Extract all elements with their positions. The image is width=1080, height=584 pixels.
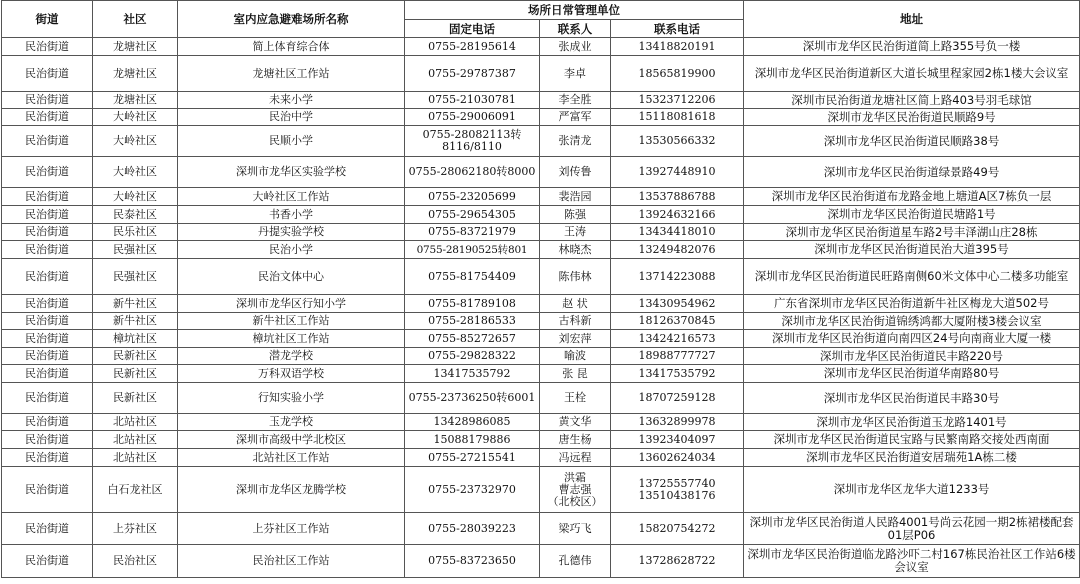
fixed-phone-cell: 0755-28190525转801 (405, 241, 540, 259)
contact-phone-cell: 13434418010 (611, 224, 744, 241)
shelter-name-cell: 简上体育综合体 (178, 38, 405, 56)
contact-phone-cell: 13927448910 (611, 157, 744, 188)
contact-phone-cell: 13537886788 (611, 188, 744, 206)
fixed-phone-cell: 0755-29654305 (405, 206, 540, 224)
contact-phone-cell: 18707259128 (611, 383, 744, 414)
street-cell: 民治街道 (2, 414, 93, 431)
contact-phone-cell: 15118081618 (611, 109, 744, 126)
contact-person-cell: 王栓 (540, 383, 611, 414)
contact-person-cell: 洪霜 曹志强 （北校区） (540, 467, 611, 513)
contact-person-cell: 赵 状 (540, 295, 611, 313)
contact-phone-cell: 13430954962 (611, 295, 744, 313)
header-management-unit: 场所日常管理单位 (405, 1, 744, 20)
street-cell: 民治街道 (2, 92, 93, 109)
street-cell: 民治街道 (2, 467, 93, 513)
street-cell: 民治街道 (2, 383, 93, 414)
shelter-name-cell: 新牛社区工作站 (178, 313, 405, 330)
contact-person-cell: 李全胜 (540, 92, 611, 109)
contact-phone-cell: 13923404097 (611, 431, 744, 449)
contact-person-cell: 张清龙 (540, 126, 611, 157)
table-row (2, 330, 1080, 348)
shelter-name-cell: 深圳市高级中学北校区 (178, 431, 405, 449)
address-cell: 深圳市龙华区民治街道民顺路9号 (744, 109, 1080, 126)
table-row (2, 56, 1080, 92)
address-cell: 深圳市龙华区民治街道向南四区24号向南商业大厦一楼 (744, 330, 1080, 348)
street-cell: 民治街道 (2, 545, 93, 578)
contact-person-cell: 刘宏萍 (540, 330, 611, 348)
contact-person-cell: 孔德伟 (540, 545, 611, 578)
community-cell: 龙塘社区 (93, 92, 178, 109)
shelter-name-cell: 上芬社区工作站 (178, 513, 405, 545)
shelter-name-cell: 玉龙学校 (178, 414, 405, 431)
fixed-phone-cell: 0755-81789108 (405, 295, 540, 313)
community-cell: 大岭社区 (93, 109, 178, 126)
contact-phone-cell: 18565819900 (611, 56, 744, 92)
community-cell: 新牛社区 (93, 295, 178, 313)
address-cell: 深圳市龙华区民治街道星车路2号丰泽湖山庄28栋 (744, 224, 1080, 241)
contact-person-cell: 陈伟林 (540, 259, 611, 295)
table-row (2, 383, 1080, 414)
community-cell: 白石龙社区 (93, 467, 178, 513)
table-row (2, 313, 1080, 330)
address-cell: 深圳市龙华区龙华大道1233号 (744, 467, 1080, 513)
contact-phone-cell: 13924632166 (611, 206, 744, 224)
shelter-name-cell: 民治小学 (178, 241, 405, 259)
fixed-phone-cell: 0755-28082113转8116/8110 (405, 126, 540, 157)
shelter-name-cell: 未来小学 (178, 92, 405, 109)
community-cell: 民新社区 (93, 348, 178, 365)
contact-phone-cell: 15820754272 (611, 513, 744, 545)
community-cell: 民强社区 (93, 241, 178, 259)
contact-person-cell: 王涛 (540, 224, 611, 241)
street-cell: 民治街道 (2, 241, 93, 259)
address-cell: 广东省深圳市龙华区民治街道新牛社区梅龙大道502号 (744, 295, 1080, 313)
contact-phone-cell: 13417535792 (611, 365, 744, 383)
community-cell: 民强社区 (93, 259, 178, 295)
table-row (2, 259, 1080, 295)
contact-person-cell: 唐生杨 (540, 431, 611, 449)
contact-person-cell: 严富军 (540, 109, 611, 126)
shelter-name-cell: 深圳市龙华区实验学校 (178, 157, 405, 188)
contact-person-cell: 李卓 (540, 56, 611, 92)
address-cell: 深圳市龙华区民治街道玉龙路1401号 (744, 414, 1080, 431)
header-contact-person: 联系人 (540, 20, 611, 38)
contact-person-cell: 黄文华 (540, 414, 611, 431)
street-cell: 民治街道 (2, 513, 93, 545)
shelter-name-cell: 民治中学 (178, 109, 405, 126)
table-row (2, 38, 1080, 56)
contact-person-cell: 张成业 (540, 38, 611, 56)
address-cell: 深圳市龙华区民治街道布龙路金地上塘道A区7栋负一层 (744, 188, 1080, 206)
header-shelter-name: 室内应急避难场所名称 (178, 1, 405, 38)
fixed-phone-cell: 0755-29828322 (405, 348, 540, 365)
fixed-phone-cell: 0755-28062180转8000 (405, 157, 540, 188)
fixed-phone-cell: 0755-27215541 (405, 449, 540, 467)
table-row (2, 206, 1080, 224)
community-cell: 民泰社区 (93, 206, 178, 224)
street-cell: 民治街道 (2, 431, 93, 449)
address-cell: 深圳市龙华区民治街道绿景路49号 (744, 157, 1080, 188)
shelter-name-cell: 深圳市龙华区龙腾学校 (178, 467, 405, 513)
table-row (2, 348, 1080, 365)
table-row (2, 157, 1080, 188)
shelter-name-cell: 书香小学 (178, 206, 405, 224)
community-cell: 民新社区 (93, 383, 178, 414)
header-community: 社区 (93, 1, 178, 38)
contact-phone-cell: 15323712206 (611, 92, 744, 109)
address-cell: 深圳市龙华区民治街道民塘路1号 (744, 206, 1080, 224)
community-cell: 上芬社区 (93, 513, 178, 545)
fixed-phone-cell: 13417535792 (405, 365, 540, 383)
shelter-name-cell: 民顺小学 (178, 126, 405, 157)
street-cell: 民治街道 (2, 259, 93, 295)
contact-phone-cell: 13728628722 (611, 545, 744, 578)
table-row (2, 188, 1080, 206)
street-cell: 民治街道 (2, 126, 93, 157)
community-cell: 民治社区 (93, 545, 178, 578)
fixed-phone-cell: 0755-23732970 (405, 467, 540, 513)
table-row (2, 224, 1080, 241)
table-row (2, 241, 1080, 259)
contact-phone-cell: 13424216573 (611, 330, 744, 348)
community-cell: 龙塘社区 (93, 38, 178, 56)
fixed-phone-cell: 15088179886 (405, 431, 540, 449)
community-cell: 大岭社区 (93, 126, 178, 157)
address-cell: 深圳市龙华区民治街道民旺路南侧60米文体中心二楼多功能室 (744, 259, 1080, 295)
contact-person-cell: 裴浩园 (540, 188, 611, 206)
contact-phone-cell: 13725557740 13510438176 (611, 467, 744, 513)
community-cell: 北站社区 (93, 449, 178, 467)
street-cell: 民治街道 (2, 348, 93, 365)
fixed-phone-cell: 0755-28195614 (405, 38, 540, 56)
table-row (2, 109, 1080, 126)
contact-phone-cell: 13530566332 (611, 126, 744, 157)
fixed-phone-cell: 0755-81754409 (405, 259, 540, 295)
fixed-phone-cell: 0755-85272657 (405, 330, 540, 348)
table-row (2, 126, 1080, 157)
table-row (2, 365, 1080, 383)
contact-person-cell: 刘传鲁 (540, 157, 611, 188)
fixed-phone-cell: 0755-29787387 (405, 56, 540, 92)
contact-person-cell: 喻波 (540, 348, 611, 365)
fixed-phone-cell: 0755-28039223 (405, 513, 540, 545)
shelter-name-cell: 深圳市龙华区行知小学 (178, 295, 405, 313)
address-cell: 深圳市龙华区民治街道华南路80号 (744, 365, 1080, 383)
shelter-name-cell: 丹提实验学校 (178, 224, 405, 241)
street-cell: 民治街道 (2, 38, 93, 56)
fixed-phone-cell: 13428986085 (405, 414, 540, 431)
table-row (2, 545, 1080, 578)
shelter-name-cell: 万科双语学校 (178, 365, 405, 383)
street-cell: 民治街道 (2, 295, 93, 313)
shelter-name-cell: 潜龙学校 (178, 348, 405, 365)
header-street: 街道 (2, 1, 93, 38)
street-cell: 民治街道 (2, 449, 93, 467)
address-cell: 深圳市龙华区民治街道民丰路220号 (744, 348, 1080, 365)
address-cell: 深圳市龙华区民治街道民治大道395号 (744, 241, 1080, 259)
contact-phone-cell: 13632899978 (611, 414, 744, 431)
contact-phone-cell: 13249482076 (611, 241, 744, 259)
fixed-phone-cell: 0755-29006091 (405, 109, 540, 126)
street-cell: 民治街道 (2, 109, 93, 126)
community-cell: 龙塘社区 (93, 56, 178, 92)
fixed-phone-cell: 0755-28186533 (405, 313, 540, 330)
address-cell: 深圳市龙华区民治街道民顺路38号 (744, 126, 1080, 157)
shelter-name-cell: 民治社区工作站 (178, 545, 405, 578)
shelter-name-cell: 樟坑社区工作站 (178, 330, 405, 348)
fixed-phone-cell: 0755-21030781 (405, 92, 540, 109)
address-cell: 深圳市龙华区民治街道临龙路沙吓二村167栋民治社区工作站6楼会议室 (744, 545, 1080, 578)
contact-phone-cell: 13602624034 (611, 449, 744, 467)
street-cell: 民治街道 (2, 313, 93, 330)
street-cell: 民治街道 (2, 365, 93, 383)
shelter-name-cell: 大岭社区工作站 (178, 188, 405, 206)
shelter-name-cell: 行知实验小学 (178, 383, 405, 414)
header-address: 地址 (744, 1, 1080, 38)
contact-person-cell: 陈强 (540, 206, 611, 224)
shelter-name-cell: 民治文体中心 (178, 259, 405, 295)
contact-person-cell: 古科新 (540, 313, 611, 330)
address-cell: 深圳市龙华区民治街道民宝路与民繁南路交接处西南面 (744, 431, 1080, 449)
contact-phone-cell: 18126370845 (611, 313, 744, 330)
contact-person-cell: 梁巧飞 (540, 513, 611, 545)
community-cell: 民新社区 (93, 365, 178, 383)
address-cell: 深圳市龙华区民治街道人民路4001号尚云花园一期2栋裙楼配套01层P06 (744, 513, 1080, 545)
community-cell: 樟坑社区 (93, 330, 178, 348)
fixed-phone-cell: 0755-83723650 (405, 545, 540, 578)
address-cell: 深圳市龙华区民治街道民丰路30号 (744, 383, 1080, 414)
table-row (2, 431, 1080, 449)
contact-phone-cell: 13418820191 (611, 38, 744, 56)
contact-person-cell: 冯远程 (540, 449, 611, 467)
community-cell: 北站社区 (93, 414, 178, 431)
table-row (2, 414, 1080, 431)
community-cell: 大岭社区 (93, 157, 178, 188)
street-cell: 民治街道 (2, 56, 93, 92)
header-contact-phone: 联系电话 (611, 20, 744, 38)
community-cell: 民乐社区 (93, 224, 178, 241)
community-cell: 大岭社区 (93, 188, 178, 206)
street-cell: 民治街道 (2, 206, 93, 224)
table-row (2, 92, 1080, 109)
street-cell: 民治街道 (2, 188, 93, 206)
shelter-table (1, 0, 1080, 578)
contact-person-cell: 林晓杰 (540, 241, 611, 259)
street-cell: 民治街道 (2, 224, 93, 241)
address-cell: 深圳市龙华区民治街道锦绣鸿都大厦附楼3楼会议室 (744, 313, 1080, 330)
table-row (2, 449, 1080, 467)
header-fixed-phone: 固定电话 (405, 20, 540, 38)
street-cell: 民治街道 (2, 330, 93, 348)
fixed-phone-cell: 0755-23205699 (405, 188, 540, 206)
contact-person-cell: 张 昆 (540, 365, 611, 383)
address-cell: 深圳市民治街道龙塘社区简上路403号羽毛球馆 (744, 92, 1080, 109)
contact-phone-cell: 13714223088 (611, 259, 744, 295)
street-cell: 民治街道 (2, 157, 93, 188)
address-cell: 深圳市龙华区民治街道简上路355号负一楼 (744, 38, 1080, 56)
community-cell: 北站社区 (93, 431, 178, 449)
shelter-name-cell: 龙塘社区工作站 (178, 56, 405, 92)
fixed-phone-cell: 0755-83721979 (405, 224, 540, 241)
community-cell: 新牛社区 (93, 313, 178, 330)
table-row (2, 467, 1080, 513)
contact-phone-cell: 18988777727 (611, 348, 744, 365)
table-row (2, 513, 1080, 545)
fixed-phone-cell: 0755-23736250转6001 (405, 383, 540, 414)
table-row (2, 295, 1080, 313)
address-cell: 深圳市龙华区民治街道安居瑞苑1A栋二楼 (744, 449, 1080, 467)
shelter-name-cell: 北站社区工作站 (178, 449, 405, 467)
address-cell: 深圳市龙华区民治街道新区大道长城里程家园2栋1楼大会议室 (744, 56, 1080, 92)
